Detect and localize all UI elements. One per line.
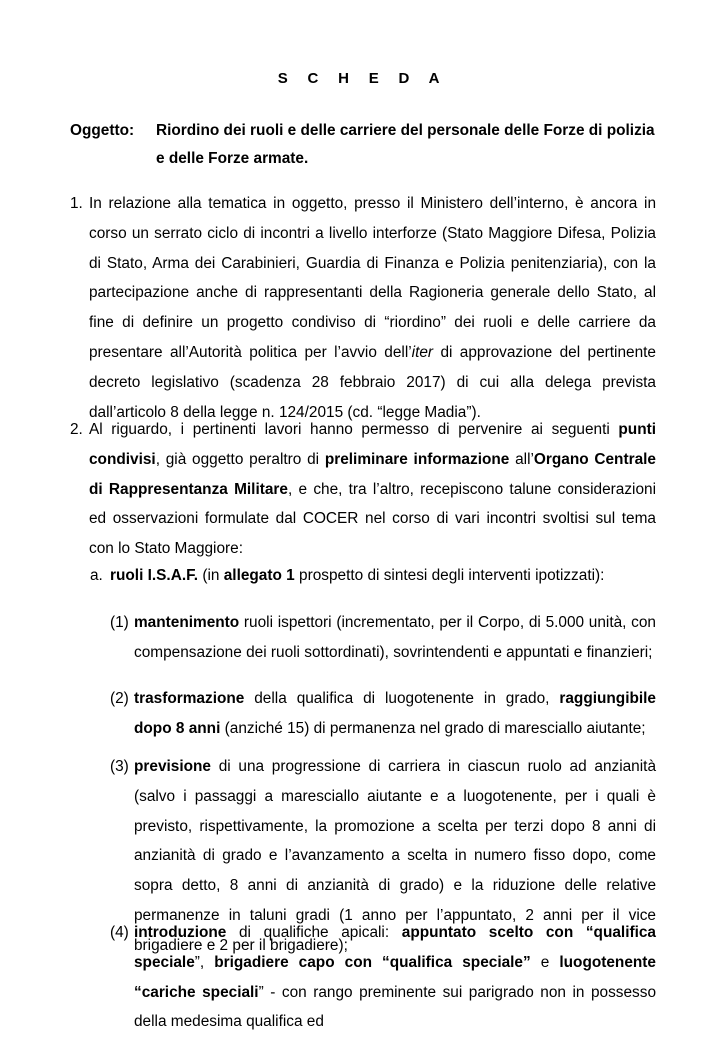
text-run: ruoli ispettori (incrementato, per il Corpo, di 5.000 unità, con compensazione dei ruoli sottordinati), sovrintendenti e appuntati e finanzieri; <box>134 614 656 661</box>
sub-item-1 <box>110 608 656 668</box>
text-run: , già oggetto peraltro di <box>155 450 325 468</box>
sub-item-number: (1) <box>110 614 129 631</box>
subject-text: Riordino dei ruoli e delle carriere del personale delle Forze di polizia e delle Forze armate. <box>156 122 655 167</box>
text-run: (anziché 15) di permanenza nel grado di maresciallo aiutante; <box>220 719 646 737</box>
text-run: Al riguardo, i pertinenti lavori hanno permesso di pervenire ai seguenti <box>89 421 619 438</box>
text-run: In relazione alla tematica in oggetto, presso il Ministero dell’interno, è ancora in corso un serrato ciclo di incontri a livello interforze (Stato Maggiore Difesa, Polizia di Stato, Arma dei Carabinieri, Guardia di Finanza e Polizia penitenziaria), con la partecipazione anche di rappresentanti della Ragioneria generale dello Stato, al fine di definire un progetto condiviso di “riordino” dei ruoli e delle carriere da presentare all’Autorità politica per l’avvio dell’ <box>89 195 656 361</box>
text-run: di qualifiche apicali: <box>226 924 402 941</box>
bold-text: preliminare informazione <box>324 450 510 468</box>
bold-text: raggiungibile dopo 8 anni <box>134 690 656 737</box>
sub-item-body <box>134 608 656 668</box>
paragraph-number: 1. <box>70 195 83 212</box>
paragraph-body <box>89 415 656 564</box>
bold-text: previsione <box>134 758 211 775</box>
bold-text: Organo Centrale di Rappresentanza Militare <box>89 450 656 498</box>
text-run: (in <box>198 567 224 584</box>
sub-item-body <box>134 684 656 744</box>
sub-item-2 <box>110 684 656 744</box>
item-letter: a. <box>90 567 103 584</box>
bold-text: introduzione <box>134 924 227 941</box>
item-a <box>90 561 656 591</box>
paragraph-1 <box>70 189 656 427</box>
italic-text: iter <box>411 343 434 361</box>
bold-text: allegato 1 <box>223 567 295 584</box>
bold-text: trasformazione <box>134 690 245 707</box>
item-body <box>110 561 656 591</box>
sub-item-4 <box>110 918 656 1037</box>
document-title: S C H E D A <box>277 70 448 87</box>
paragraph-2 <box>70 415 656 564</box>
sub-item-number: (3) <box>110 758 129 775</box>
sub-item-body <box>134 918 656 1037</box>
paragraph-number: 2. <box>70 421 83 438</box>
text-run: di una progressione di carriera in ciascun ruolo ad anzianità (salvo i passaggi a maresciallo aiutante e a luogotenente, per i quali è previsto, rispettivamente, la promozione a scelta per terzi dopo 8 anni di anzianità di grado e l’avanzamento a scelta in numero fisso dopo, come sopra detto, 8 anni di anzianità di grado) e la riduzione delle relative permanenze in taluni gradi (1 anno per l’appuntato, 2 anni per il vice brigadiere e 2 per il brigadiere); <box>134 758 656 954</box>
text-run: all’ <box>509 450 534 468</box>
sub-item-number: (4) <box>110 924 129 941</box>
bold-text: appuntato scelto con “qualifica speciale <box>134 924 656 971</box>
text-run: della qualifica di luogotenente in grado, <box>244 690 560 707</box>
text-run: , e che, tra l’altro, recepiscono talune considerazioni ed osservazioni formulate dal COCER nel corso di vari incontri svoltisi sul tema con lo Stato Maggiore: <box>89 480 657 558</box>
text-run: prospetto di sintesi degli interventi ipotizzati): <box>294 567 605 584</box>
text-run: di approvazione del pertinente decreto legislativo (scadenza 28 febbraio 2017) di cui alla delega prevista dall’articolo 8 della legge n. 124/2015 (cd. “legge Madia”). <box>89 343 656 421</box>
bold-text: brigadiere capo con “qualifica speciale” <box>214 953 531 971</box>
bold-text: mantenimento <box>134 614 240 631</box>
bold-text: ruoli I.S.A.F. <box>110 567 199 584</box>
bold-text: punti condivisi <box>89 421 656 468</box>
sub-item-number: (2) <box>110 690 129 707</box>
paragraph-body <box>89 189 656 427</box>
text-run: e <box>530 953 560 971</box>
bold-text: luogotenente “cariche speciali <box>134 953 656 1001</box>
subject-label: Oggetto: <box>70 122 135 139</box>
text-run: ” - con rango preminente sui parigrado non in possesso della medesima qualifica ed <box>134 983 657 1031</box>
text-run: ”, <box>194 953 215 971</box>
